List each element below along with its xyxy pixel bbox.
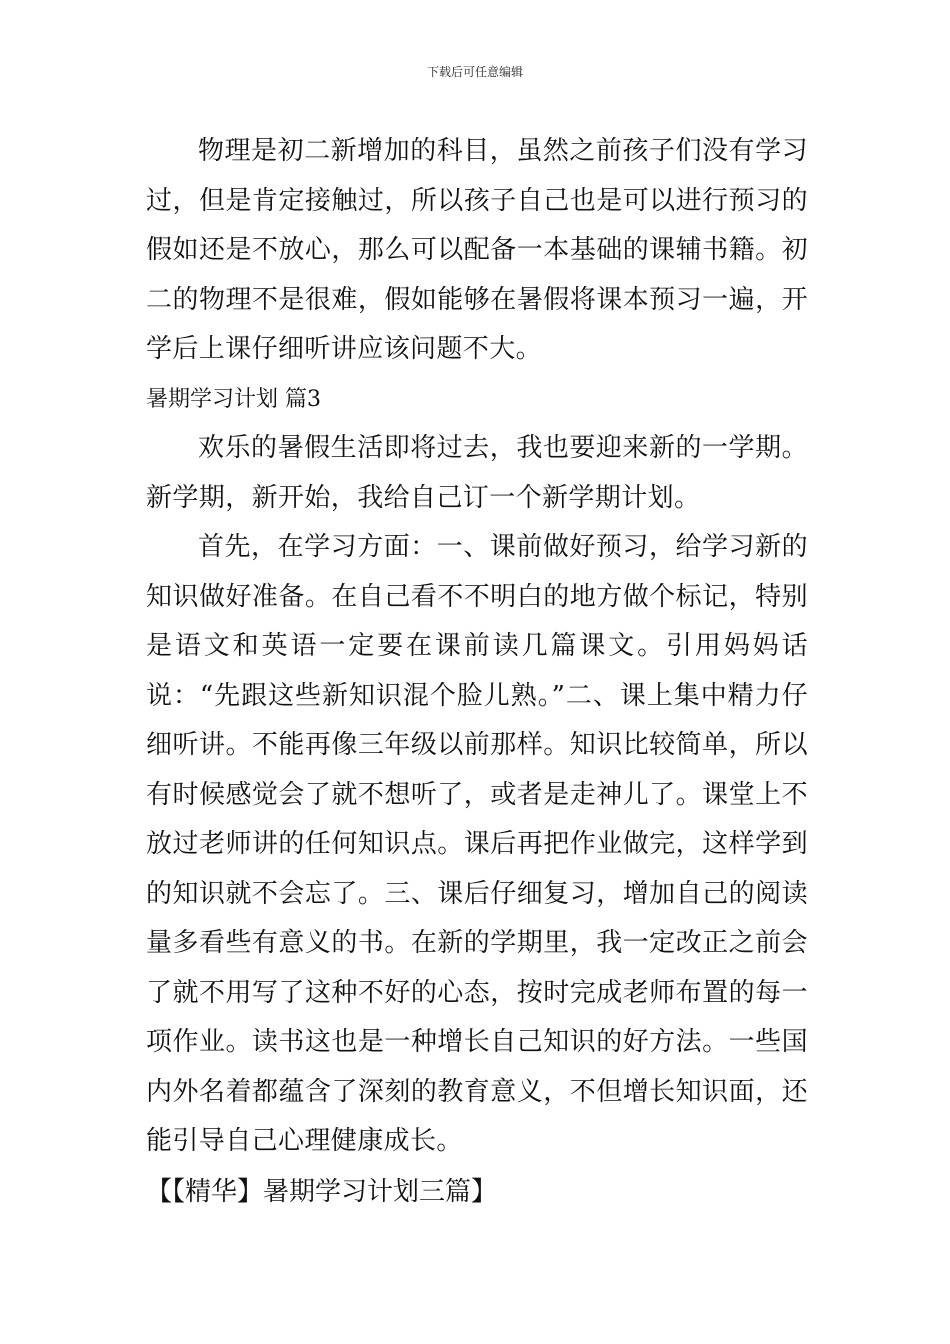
closing-title: 【【精华】暑期学习计划三篇】 bbox=[146, 1176, 498, 1207]
page-header-note: 下载后可任意编辑 bbox=[426, 65, 523, 79]
document-body bbox=[146, 127, 808, 1217]
paragraph-study-plan: 首先，在学习方面：一、课前做好预习，给学习新的知识做好准备。在自己看不不明白的地方做个标记，特别是语文和英语一定要在课前读几篇课文。引用妈妈话说：“先跟这些新知识混个脸儿熟。”二、课上集中精力仔细听讲。不能再像三年级以前那样。知识比较简单，所以有时候感觉会了就不想听了，或者是走神儿了。课堂上不放过老师讲的任何知识点。课后再把作业做完，这样学到的知识就不会忘了。三、课后仔细复习，增加自己的阅读量多看些有意义的书。在新的学期里，我一定改正之前会了就不用写了这种不好的心态，按时完成老师布置的每一项作业。读书这也是一种增长自己知识的好方法。一些国内外名着都蕴含了深刻的教育意义，不但增长知识面，还能引导自己心理健康成长。 bbox=[146, 532, 808, 1156]
section-title: 暑期学习计划 篇3 bbox=[146, 386, 321, 412]
paragraph-intro: 欢乐的暑假生活即将过去，我也要迎来新的一学期。新学期，新开始，我给自己订一个新学期计划。 bbox=[146, 433, 808, 513]
paragraph-physics: 物理是初二新增加的科目，虽然之前孩子们没有学习过，但是肯定接触过，所以孩子自己也是可以进行预习的假如还是不放心，那么可以配备一本基础的课辅书籍。初二的物理不是很难，假如能够在暑假将课本预习一遍，开学后上课仔细听讲应该问题不大。 bbox=[146, 136, 808, 364]
